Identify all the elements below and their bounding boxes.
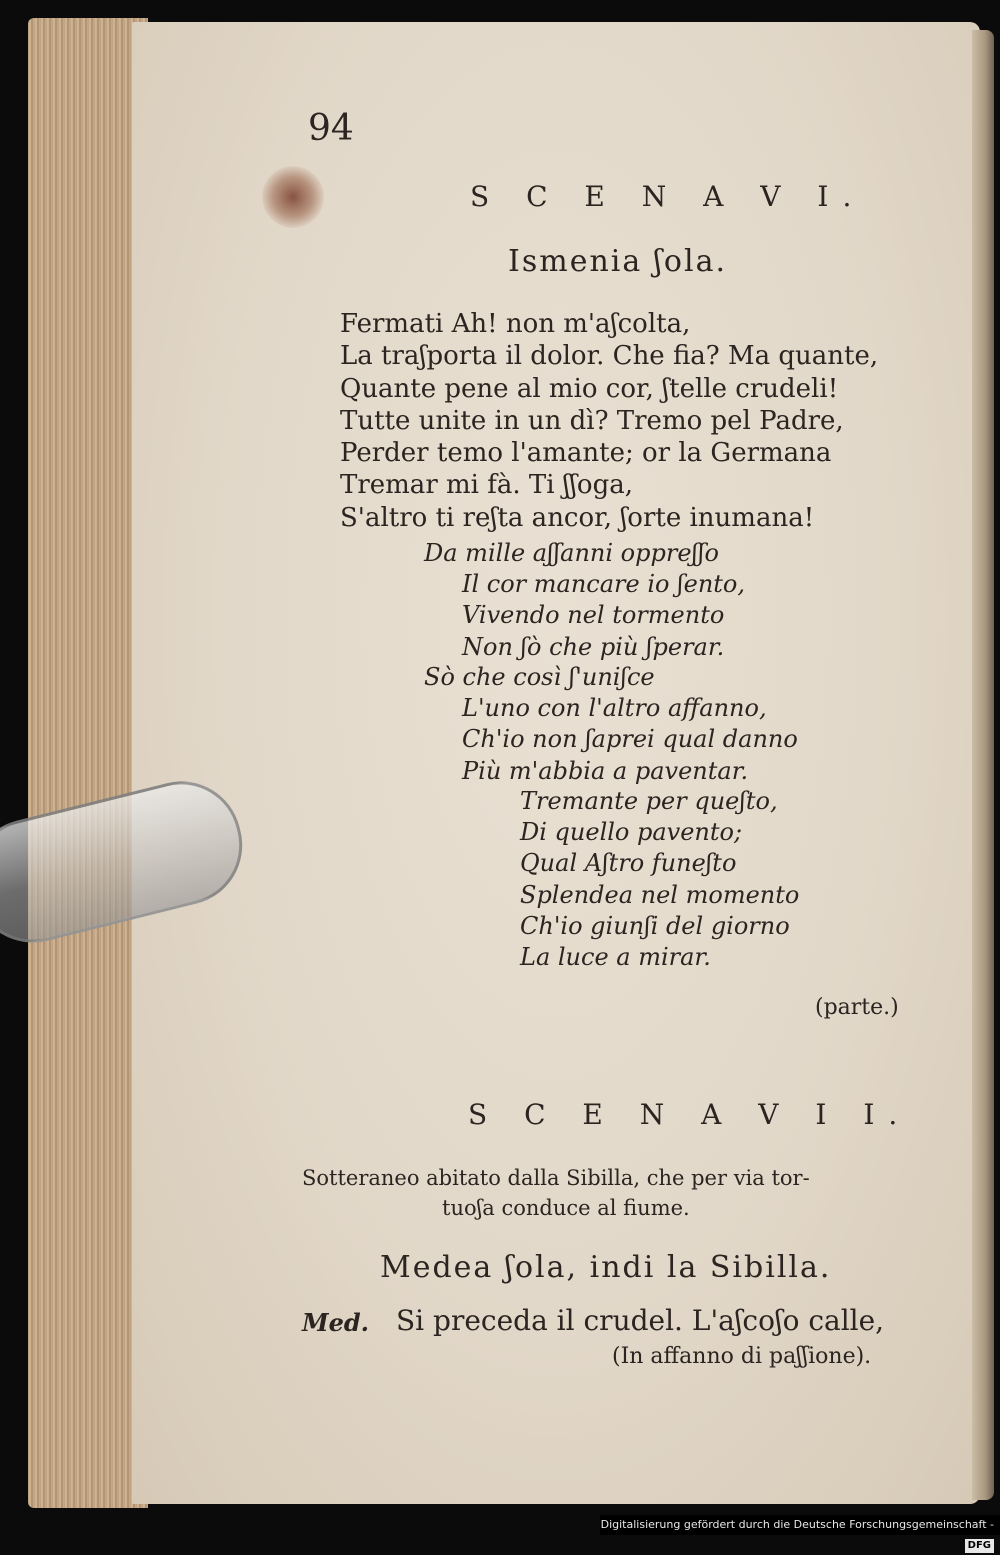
aria-line: Da mille aʃʃanni oppreʃʃo — [424, 539, 719, 567]
verse-line: Tremar mi fà. Ti ʃʃoga, — [340, 470, 633, 501]
aria-line: Sò che così ʃ'uniʃce — [424, 663, 655, 691]
page-edge — [972, 30, 994, 1500]
recitative-block — [340, 308, 878, 534]
footer-text: Digitalisierung gefördert durch die Deutsche Forschungsgemeinschaft - — [600, 1518, 994, 1531]
aria-stanza-3 — [520, 786, 799, 973]
verse-line: Fermati Ah! non m'aʃcolta, — [340, 309, 691, 339]
scene-7-subhead: Medea ʃola, indi la Sibilla. — [380, 1250, 832, 1285]
aria-line: Qual Aʃtro funeʃto — [520, 849, 737, 878]
aria-line: Ch'io giunʃi del giorno — [520, 911, 790, 940]
acting-direction: (In affanno di paʃʃione). — [612, 1344, 872, 1369]
digitization-footer — [600, 1515, 1000, 1551]
speaker-name: Med. — [302, 1308, 369, 1337]
aria-stanza-2 — [424, 662, 798, 787]
page-number: 94 — [308, 108, 354, 149]
scene-6-title: S C E N A V I. — [470, 180, 866, 213]
verse-line: Tutte unite in un dì? Tremo pel Padre, — [340, 405, 844, 436]
scene-7-title: S C E N A V I I. — [468, 1098, 912, 1131]
stage-exit: (parte.) — [815, 995, 899, 1020]
scene-6-subhead: Ismenia ʃola. — [508, 244, 728, 279]
aria-line: Splendea nel momento — [520, 880, 800, 909]
dialogue-line: Si preceda il crudel. L'aʃcoʃo calle, — [396, 1304, 885, 1337]
verse-line: Perder temo l'amante; or la Germana — [340, 438, 832, 469]
dfg-logo-icon: DFG — [965, 1539, 994, 1553]
aria-line: La luce a mirar. — [520, 943, 711, 972]
aria-line: Ch'io non ʃaprei qual danno — [462, 725, 798, 754]
verse-line: Quante pene al mio cor, ʃtelle crudeli! — [340, 373, 839, 404]
aria-line: Non ʃò che più ʃperar. — [462, 632, 725, 661]
aria-line: Il cor mancare io ʃento, — [462, 570, 746, 599]
verse-line: La traʃporta il dolor. Che fia? Ma quante, — [340, 341, 879, 372]
ink-stain — [262, 166, 324, 228]
aria-line: Tremante per queʃto, — [520, 787, 778, 815]
aria-stanza-1 — [424, 538, 745, 663]
aria-line: Vivendo nel tormento — [462, 601, 725, 630]
aria-line: L'uno con l'altro affanno, — [462, 694, 767, 723]
aria-line: Più m'abbia a paventar. — [462, 756, 749, 785]
book-page-stack — [28, 18, 148, 1508]
stage-direction-line-1: Sotteraneo abitato dalla Sibilla, che per via tor- — [302, 1166, 810, 1190]
stage-direction-line-2: tuoʃa conduce al fiume. — [442, 1196, 690, 1220]
aria-line: Di quello pavento; — [520, 818, 743, 847]
verse-line: S'altro ti reʃta ancor, ʃorte inumana! — [340, 502, 815, 533]
